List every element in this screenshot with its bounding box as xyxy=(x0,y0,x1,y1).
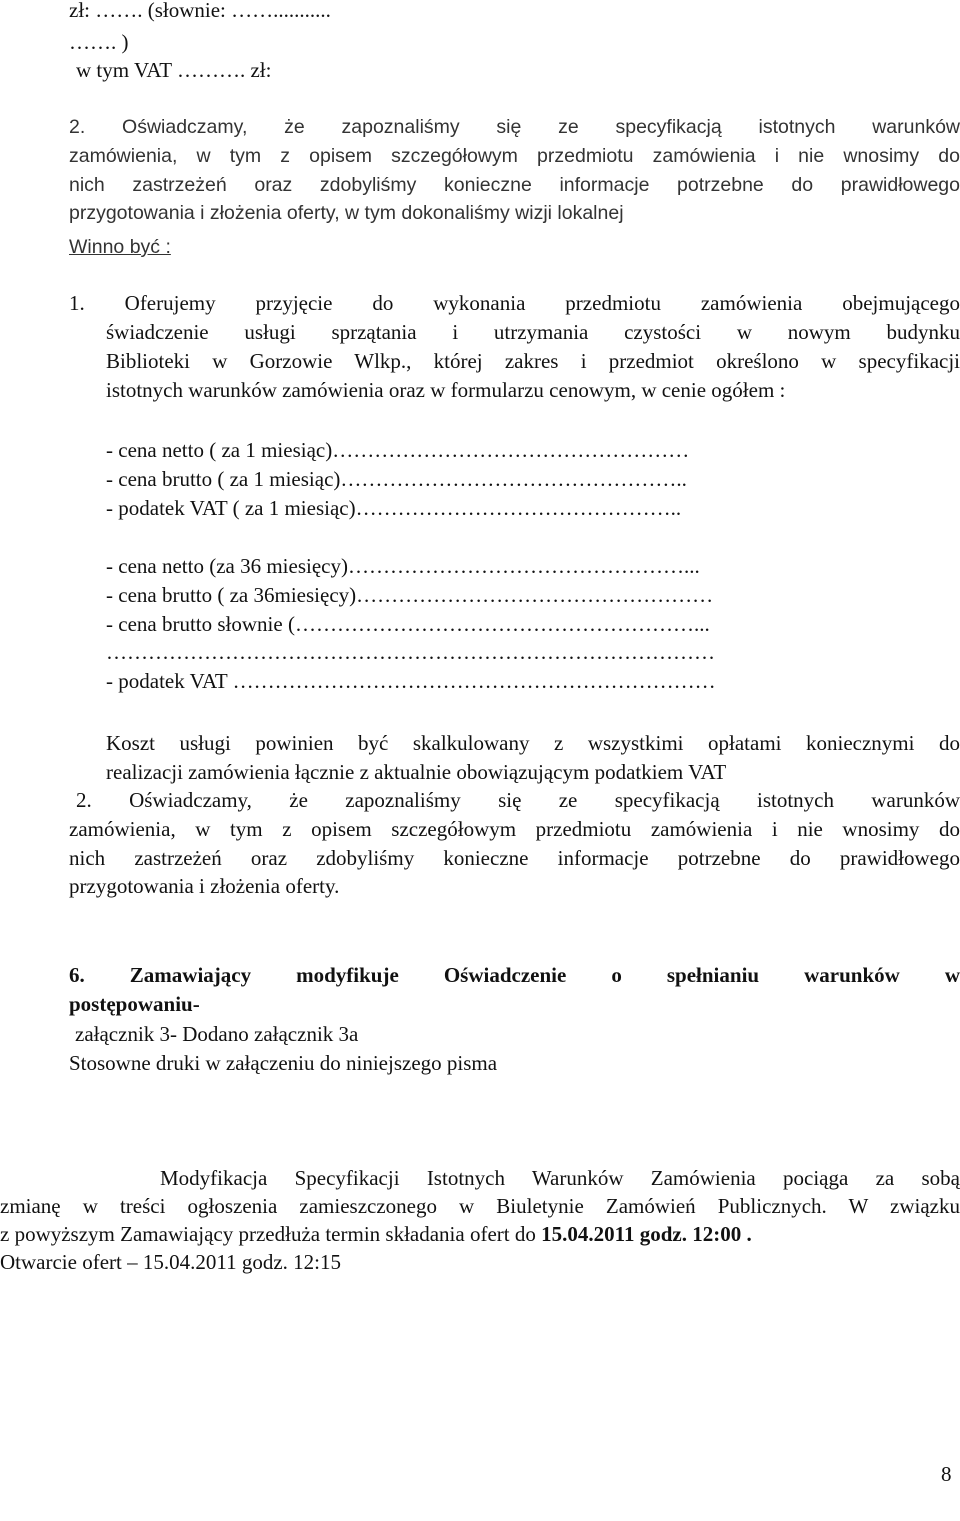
new-declaration-line: nich zastrzeżeń oraz zdobyliśmy konieczne informacje potrzebne do prawidłowego xyxy=(69,845,960,870)
old-declaration-line: 2. Oświadczamy, że zapoznaliśmy się ze specyfikacją istotnych warunków xyxy=(69,116,960,138)
point6-heading xyxy=(69,961,960,1019)
vat-line: w tym VAT ………. zł: xyxy=(76,58,272,82)
point6-heading-line: 6. Zamawiający modyfikuje Oświadczenie o spełnianiu warunków w xyxy=(69,963,960,987)
new-declaration-line: przygotowania i złożenia oferty. xyxy=(69,874,340,899)
price-line: - cena netto (za 36 miesięcy)…………………………………………... xyxy=(106,554,700,578)
closing-line-3 xyxy=(0,1220,752,1248)
price-line: - cena brutto ( za 1 miesiąc)………………………………………….. xyxy=(106,466,687,491)
attachment-line: załącznik 3- Dodano załącznik 3a xyxy=(75,1022,359,1046)
cost-note-line: realizacji zamówienia łącznie z aktualnie obowiązującym podatkiem VAT xyxy=(106,759,727,784)
offer-line: 1. Oferujemy przyjęcie do wykonania przedmiotu zamówienia obejmującego xyxy=(69,291,960,315)
new-declaration xyxy=(69,786,960,901)
point6-heading-line: postępowaniu- xyxy=(69,991,200,1016)
price-line: - podatek VAT ( za 1 miesiąc)……………………………………….. xyxy=(106,495,682,520)
closing-line-2: zmianę w treści ogłoszenia zamieszczonego w Biuletynie Zamówień Publicznych. W związku xyxy=(0,1194,960,1218)
cost-note-line: Koszt usługi powinien być skalkulowany z wszystkimi opłatami koniecznymi do xyxy=(106,731,960,755)
monthly-prices xyxy=(106,436,689,522)
closing-line-1: Modyfikacja Specyfikacji Istotnych Warunków Zamówienia pociąga za sobą xyxy=(160,1166,960,1190)
new-declaration-line: 2. Oświadczamy, że zapoznaliśmy się ze specyfikacją istotnych warunków xyxy=(76,788,960,812)
price-line: - podatek VAT …………………………………………………………… xyxy=(106,669,716,694)
price-line: - cena brutto słownie (…………………………………………………... xyxy=(106,611,710,636)
page-number: 8 xyxy=(941,1462,952,1486)
old-declaration xyxy=(69,113,960,228)
closing-line-3-text: z powyższym Zamawiający przedłuża termin składania ofert do xyxy=(0,1222,542,1246)
new-declaration-line: zamówienia, w tym z opisem szczegółowym przedmiotu zamówienia i nie wnosimy do xyxy=(69,816,960,841)
opening-line: Otwarcie ofert – 15.04.2011 godz. 12:15 xyxy=(0,1250,341,1274)
offer-paragraph-cont xyxy=(106,318,960,404)
amount-line: zł: ……. (słownie: ……........... xyxy=(69,0,331,22)
old-declaration-line: nich zastrzeżeń oraz zdobyliśmy konieczne informacje potrzebne do prawidłowego xyxy=(69,173,960,196)
amount-words-line: ……. ) xyxy=(69,30,129,54)
cost-note xyxy=(106,729,960,787)
price-line: - cena brutto ( za 36miesięcy)…………………………………………… xyxy=(106,582,714,607)
offer-line: istotnych warunków zamówienia oraz w formularzu cenowym, w cenie ogółem : xyxy=(106,377,786,402)
forms-note: Stosowne druki w załączeniu do niniejszego pisma xyxy=(69,1051,498,1075)
old-declaration-line: zamówienia, w tym z opisem szczegółowym przedmiotu zamówienia i nie wnosimy do xyxy=(69,144,960,167)
offer-paragraph xyxy=(69,289,960,318)
winno-heading: Winno być : xyxy=(69,236,171,258)
price-line: - cena netto ( za 1 miesiąc)…………………………………………… xyxy=(106,438,690,462)
offer-line: Biblioteki w Gorzowie Wlkp., której zakres i przedmiot określono w specyfikacji xyxy=(106,348,960,373)
deadline-date: 15.04.2011 godz. 12:00 . xyxy=(541,1222,752,1246)
old-declaration-line: przygotowania i złożenia oferty, w tym dokonaliśmy wizji lokalnej xyxy=(69,202,624,225)
price-line: …………………………………………………………………………… xyxy=(106,640,715,665)
prices-36-months xyxy=(106,552,716,696)
offer-line: świadczenie usługi sprzątania i utrzymania czystości w nowym budynku xyxy=(106,320,960,344)
